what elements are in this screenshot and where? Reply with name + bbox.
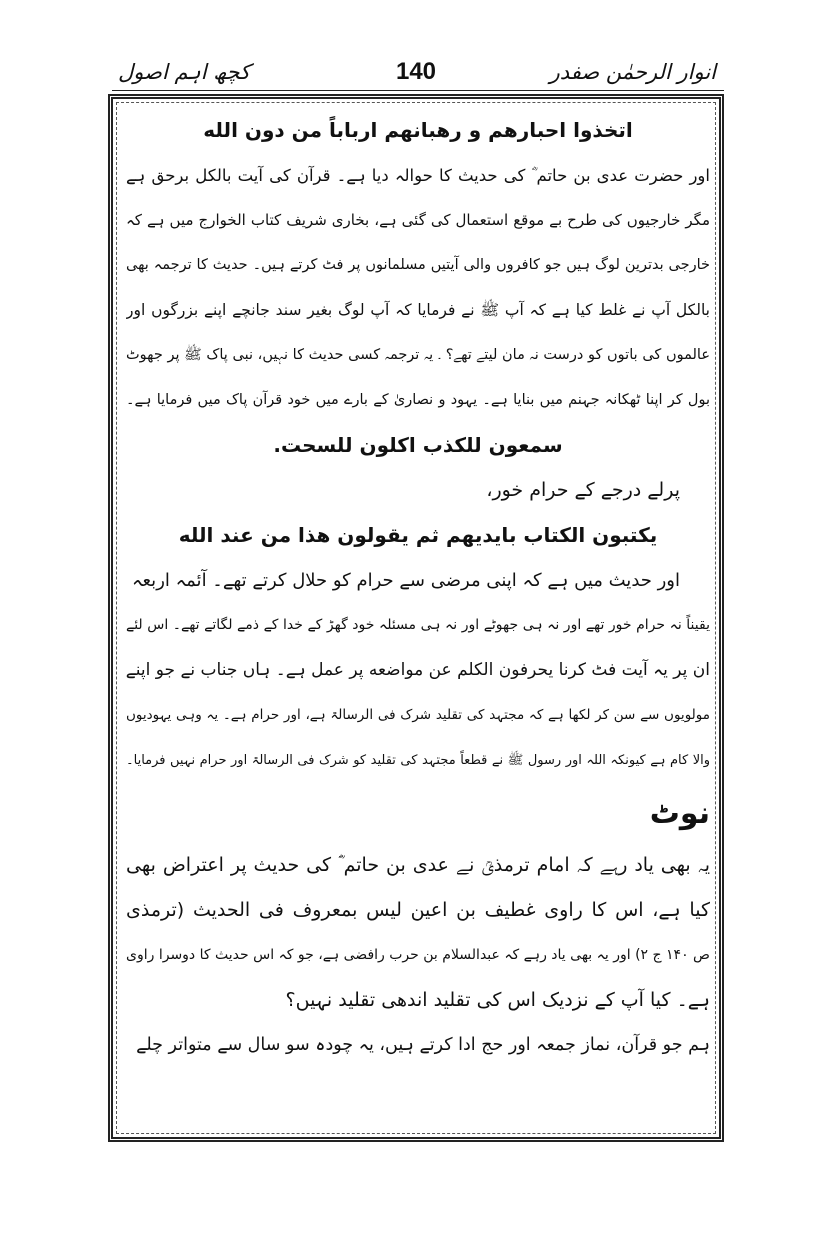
paragraph-line: ص ۱۴۰ ج ۲) اور یہ بھی یاد رہے کہ عبدالسلام بن حرب رافضی ہے، جو کہ اس حدیث کا دوسرا راوی (126, 947, 710, 963)
paragraph-line: مولویوں سے سن کر لکھا ہے کہ مجتہد کی تقلید شرک فی الرسالۃ ہے، اور حرام ہے۔ یہ وہی یہودیوں (126, 707, 710, 723)
paragraph-line: یقیناً نہ حرام خور تھے اور نہ ہی جھوٹے اور نہ ہی مسئلہ خود گھڑ کے خدا کے ذمے لگاتے تھے۔ اس لئے (126, 617, 710, 633)
paragraph-line: کیا ہے، اس کا راوی غطيف بن اعين ليس بمعروف فى الحديث (ترمذی (126, 899, 710, 921)
quran-verse-3: يكتبون الكتاب بايديهم ثم يقولون هذا من عند الله (178, 523, 658, 547)
page-number: 140 (395, 58, 437, 85)
paragraph-line: خارجی بدترین لوگ ہیں جو کافروں والی آیتیں مسلمانوں پر فٹ کرتے ہیں۔ حدیث کا ترجمہ بھی (126, 257, 710, 273)
paragraph-line: والا کام ہے کیونکہ اللہ اور رسول ﷺ نے قطعاً مجتہد کی تقلید کو شرک فی الرسالۃ اور حرام نہیں فرمایا۔ (126, 753, 710, 768)
book-title: انوار الرحمٰن صفدر (549, 60, 716, 84)
page-body (126, 108, 710, 1068)
paragraph-line: اور حضرت عدی بن حاتم ؓ کی حدیث کا حوالہ دیا ہے۔ قرآن کی آیت بالکل برحق ہے (126, 166, 710, 185)
paragraph-line: بالکل آپ نے غلط کیا ہے کہ آپ ﷺ نے فرمایا کہ آپ لوگ بغیر سند جانچے اپنے بزرگوں اور (126, 301, 710, 319)
paragraph-line: ہے۔ کیا آپ کے نزدیک اس کی تقلید اندھی تقلید نہیں؟ (285, 989, 710, 1011)
page-header (112, 58, 720, 90)
verse-translation: پرلے درجے کے حرام خور، (486, 479, 680, 501)
header-rule (112, 90, 724, 91)
note-heading: نوٹ (649, 796, 710, 831)
paragraph-line: اور حدیث میں ہے کہ اپنی مرضی سے حرام کو حلال کرتے تھے۔ آئمہ اربعہ (131, 570, 680, 591)
paragraph-line: عالموں کی باتوں کو درست نہ مان لیتے تھے؟ ۔ یہ ترجمہ کسی حدیث کا نہیں، نبی پاک ﷺ پر جھوٹ (126, 347, 710, 363)
quran-verse-1: اتخذوا احبارهم و رهبانهم ارباباً من دون الله (203, 118, 633, 142)
quran-verse-2: سمعون للكذب اكلون للسحت. (273, 433, 563, 457)
paragraph-line: بول کر اپنا ٹھکانہ جہنم میں بنایا ہے۔ یہود و نصاریٰ کے بارے میں خود قرآن پاک میں فرمایا ہے۔ (126, 392, 710, 408)
paragraph-line: ان پر یہ آیت فٹ کرنا يحرفون الكلم عن مواضعه پر عمل ہے۔ ہاں جناب نے جو اپنے (126, 660, 710, 680)
paragraph-line: مگر خارجیوں کی طرح بے موقع استعمال کی گئی ہے، بخاری شریف کتاب الخوارج میں ہے کہ (126, 211, 710, 229)
chapter-title: کچھ اہم اصول (118, 60, 251, 84)
paragraph-line: ہم جو قرآن، نماز جمعہ اور حج ادا کرتے ہیں، یہ چودہ سو سال سے متواتر چلے (136, 1035, 710, 1055)
paragraph-line: یہ بھی یاد رہے کہ امام ترمذیؒ نے عدی بن حاتم ؓ کی حدیث پر اعتراض بھی (126, 854, 710, 876)
